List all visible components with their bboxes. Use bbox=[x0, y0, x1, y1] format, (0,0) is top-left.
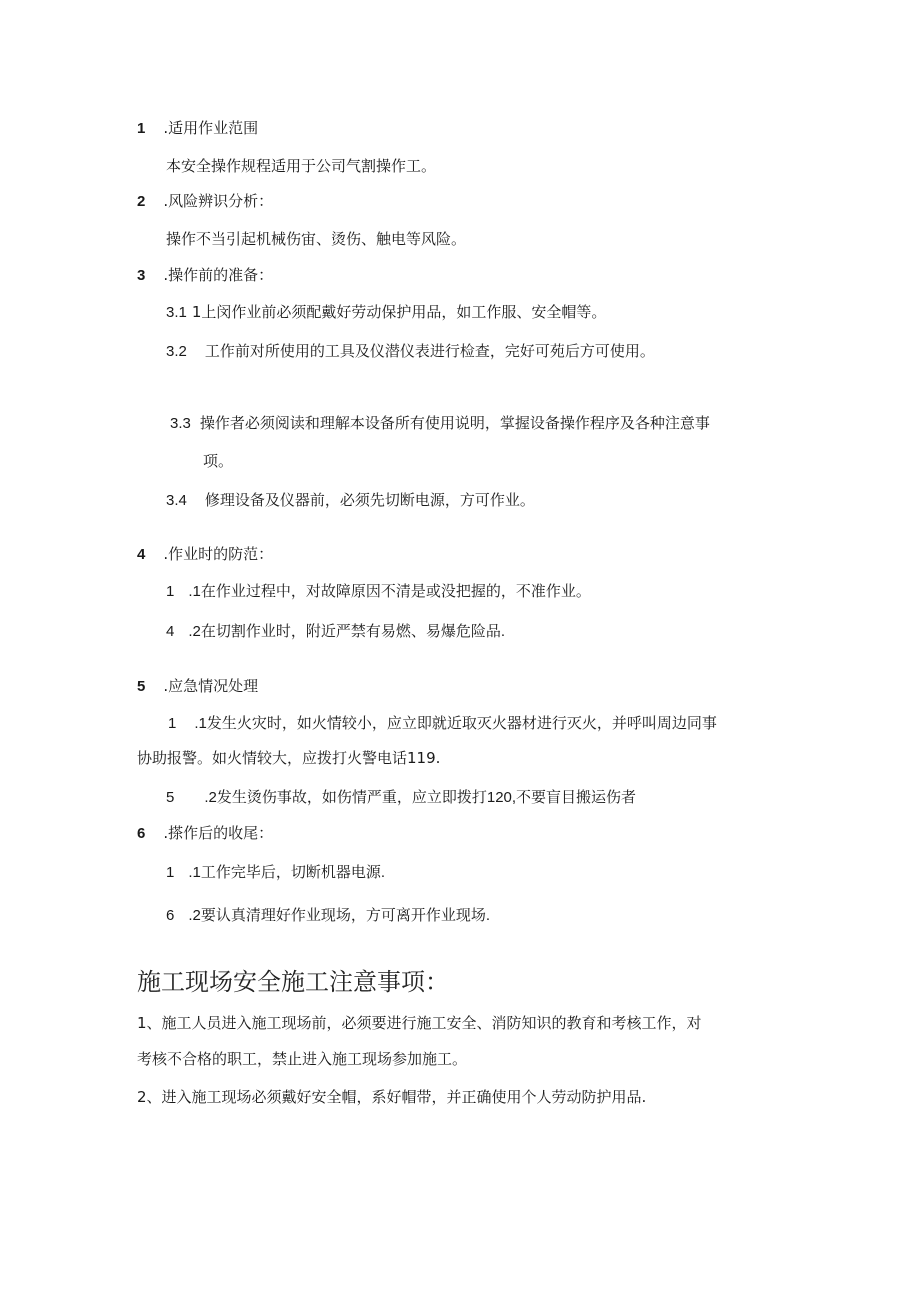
section-2-body: 操作不当引起机械伤宙、烫伤、触电等风险。 bbox=[166, 230, 467, 248]
item-text: .2要认真清理好作业现场，方可离开作业现场. bbox=[188, 907, 491, 924]
list-item bbox=[166, 580, 591, 603]
item-number: 3.2 bbox=[166, 343, 187, 360]
item-text: 工作前对所使用的工具及仪潜仪表进行检查，完好可苑后方可使用。 bbox=[204, 342, 655, 360]
list-item bbox=[168, 712, 717, 735]
list-item bbox=[166, 861, 385, 884]
item-text-continued: 协助报警。如火情较大，应拨打火警电话119. bbox=[137, 749, 441, 767]
item-text: .2发生烫伤事故，如伤情严重，应立即拨打120,不要盲目搬运伤者 bbox=[204, 789, 637, 806]
section-title: .应急情况处理 bbox=[163, 677, 259, 695]
item-number: 5 bbox=[166, 789, 175, 806]
notice-heading: 施工现场安全施工注意事项： bbox=[137, 968, 449, 996]
item-number: 1 bbox=[168, 715, 177, 732]
item-number: 6 bbox=[166, 907, 175, 924]
section-4-heading bbox=[137, 543, 273, 566]
notice-paragraph-1-continued: 考核不合格的职工，禁止进入施工现场参加施工。 bbox=[137, 1050, 468, 1068]
item-number: 3.4 bbox=[166, 492, 187, 509]
list-item bbox=[166, 786, 636, 809]
notice-paragraph-2: 2、进入施工现场必须戴好安全帽，系好帽带，并正确使用个人劳动防护用品. bbox=[137, 1088, 647, 1106]
section-1-heading bbox=[137, 117, 258, 140]
item-text: 操作者必须阅读和理解本设备所有使用说明，掌握设备操作程序及各种注意事 bbox=[199, 414, 710, 432]
section-title: .作业时的防范： bbox=[163, 545, 274, 563]
section-number: 4 bbox=[137, 546, 146, 563]
item-text: .1发生火灾时，如火情较小，应立即就近取灭火器材进行灭火，并呼叫周边同事 bbox=[194, 715, 717, 732]
section-number: 1 bbox=[137, 120, 146, 137]
section-number: 6 bbox=[137, 825, 146, 842]
list-item bbox=[166, 340, 655, 363]
item-number: 4 bbox=[166, 623, 175, 640]
item-text: .2在切割作业时，附近严禁有易燃、易爆危险品. bbox=[188, 623, 506, 640]
section-2-heading bbox=[137, 190, 273, 213]
item-number: 3.1 bbox=[166, 304, 187, 321]
section-number: 2 bbox=[137, 193, 146, 210]
item-number: 3.3 bbox=[170, 415, 191, 432]
section-title: .搽作后的收尾： bbox=[163, 824, 274, 842]
section-number: 5 bbox=[137, 678, 146, 695]
item-text: .1在作业过程中，对故障原因不清是或没把握的，不准作业。 bbox=[188, 583, 591, 600]
item-text: .1工作完毕后，切断机器电源. bbox=[188, 864, 386, 881]
section-title: .适用作业范围 bbox=[163, 119, 259, 137]
section-title: .风险辨识分析： bbox=[163, 192, 274, 210]
section-6-heading bbox=[137, 822, 273, 845]
item-text-continued: 项。 bbox=[203, 452, 234, 470]
section-title: .操作前的准备： bbox=[163, 266, 274, 284]
list-item bbox=[166, 489, 535, 512]
section-3-heading bbox=[137, 264, 273, 287]
notice-paragraph-1: 1、施工人员进入施工现场前，必须要进行施工安全、消防知识的教育和考核工作，对 bbox=[137, 1014, 702, 1032]
list-item bbox=[166, 620, 505, 643]
item-text: 1上闵作业前必须配戴好劳动保护用品，如工作服、安全帽等。 bbox=[191, 303, 607, 321]
section-5-heading bbox=[137, 675, 258, 698]
section-1-body: 本安全操作规程适用于公司气割操作工。 bbox=[166, 157, 437, 175]
list-item bbox=[166, 904, 490, 927]
item-number: 1 bbox=[166, 864, 175, 881]
list-item bbox=[166, 301, 606, 324]
list-item bbox=[170, 412, 710, 435]
item-number: 1 bbox=[166, 583, 175, 600]
item-text: 修理设备及仪器前，必须先切断电源，方可作业。 bbox=[204, 491, 535, 509]
section-number: 3 bbox=[137, 267, 146, 284]
